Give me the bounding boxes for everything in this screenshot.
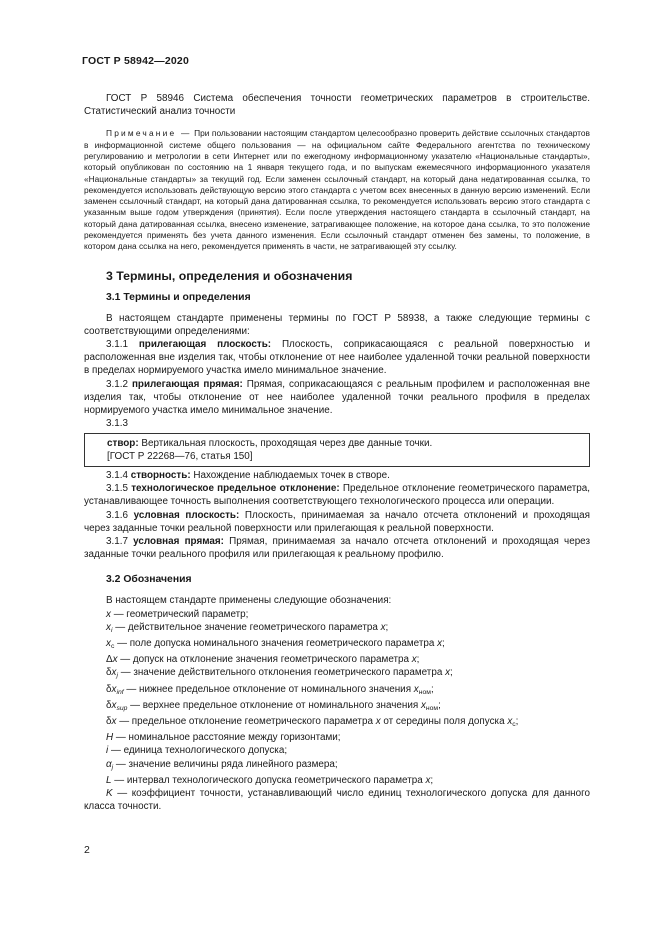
- reference-note: [84, 128, 590, 252]
- term-number: 3.1.7: [106, 535, 128, 547]
- term-definition: Плоскость, принимаемая за начало отсчета отклонений и проходящая через заданные точки реальной поверхности или прилегающая к реальной поверхности.: [84, 509, 590, 534]
- subsection-title-symbols: 3.2 Обозначения: [106, 574, 192, 586]
- term-3-1-6: [84, 509, 590, 535]
- symbol-xi: $x_i$ — действительное значение геометрического параметра x;: [106, 621, 389, 634]
- term-definition: Прямая, принимаемая за начало отсчета отклонений и проходящая через заданные точки реального профиля или прилегающая к реальному профилю.: [84, 535, 590, 561]
- term-number: 3.1.4: [106, 469, 128, 481]
- term-3-1-2: [84, 378, 590, 418]
- term-3-1-4: [84, 469, 590, 482]
- term-definition: Вертикальная плоскость, проходящая через две данные точки.: [141, 437, 433, 449]
- term-number: 3.1.6: [106, 509, 128, 521]
- term-name: условная прямая:: [133, 535, 224, 547]
- term-name: прилегающая прямая:: [131, 378, 243, 390]
- symbol-x: x — геометрический параметр;: [106, 608, 249, 620]
- term-number: 3.1.2: [106, 378, 128, 390]
- section-title: 3 Термины, определения и обозначения: [106, 268, 353, 283]
- symbol-dx: δx — предельное отклонение геометрического параметра x от середины поля допуска $x_с$;: [106, 715, 519, 728]
- term-number: 3.1.5: [106, 483, 128, 495]
- symbol-delta-x: Δx — допуск на отклонение значения геометрического параметра x;: [106, 654, 420, 666]
- symbol-alpha: $\alpha_j$ — значение величины ряда линейного размера;: [106, 758, 338, 771]
- symbols-intro: В настоящем стандарте применены следующие обозначения:: [106, 595, 392, 607]
- page-content: [84, 92, 590, 813]
- term-definition: Прямая, соприкасающаяся с реальным профилем и расположенная вне изделия так, чтобы отклонение от нее наиболее удаленной точки реального профиля в пределах нормируемого участка имело минимальное значение.: [84, 378, 590, 417]
- symbol-i: i — единица технологического допуска;: [106, 745, 288, 757]
- page-number: 2: [84, 844, 90, 856]
- symbol-xc: $x_c$ — поле допуска номинального значения геометрического параметра x;: [106, 637, 445, 650]
- symbol-dxinf: $\delta x_{inf}$ — нижнее предельное отклонение от номинального значения $x_{ном}$;: [106, 683, 434, 696]
- term-3-1-7: [84, 535, 590, 561]
- term-name: условная плоскость:: [133, 509, 240, 521]
- term-name: створ:: [107, 437, 139, 449]
- subsection-title-terms: 3.1 Термины и определения: [106, 291, 251, 303]
- symbol-L: L — интервал технологического допуска геометрического параметра x;: [106, 774, 434, 786]
- term-3-1-5: [84, 482, 590, 508]
- term-definition: Плоскость, соприкасающаяся с реальной поверхностью и расположенная вне изделия так, чтобы отклонение от нее наиболее удаленной точки реальной поверхности в пределах нормируемого участка имело минимальное значение.: [84, 339, 590, 377]
- term-name: створность:: [130, 469, 191, 481]
- term-source: [ГОСТ Р 22268—76, статья 150]: [107, 450, 253, 462]
- document-header: ГОСТ Р 58942—2020: [82, 55, 190, 67]
- symbol-K: K — коэффициент точности, устанавливающий число единиц технологического допуска для данного класса точности.: [84, 787, 590, 813]
- term-definition: Предельное отклонение геометрического параметра, устанавливающее точность выполнения соответствующего технологического процесса или операции.: [84, 483, 591, 508]
- term-3-1-1: [84, 338, 590, 378]
- note-text: При пользовании настоящим стандартом целесообразно проверить действие ссылочных стандартов в информационной системе общего пользования — на официальном сайте Федерального агентства по техническому регулированию и метрологии в сети Интернет или по ежегодному информационному указателю «Национальные стандарты», который опубликован по состоянию на 1 января текущего года, и по выпускам ежемесячного информационного указателя «Национальные стандарты» за текущий год. Если заменен ссылочный стандарт, на который дана недатированная ссылка, то рекомендуется использовать действующую версию этого стандарта с учетом всех внесенных в данную версию изменений. Если заменен ссылочный стандарт, на который дана датированная ссылка, то рекомендуется использовать версию этого стандарта с указанным выше годом утверждения (принятия). Если после утверждения настоящего стандарта в ссылочный стандарт, на который дана датированная ссылка, внесено изменение, затрагивающее положение, на которое дана ссылка, то это положение рекомендуется применять без учета данного изменения. Если ссылочный стандарт отменен без замены, то положение, в котором дана ссылка на него, рекомендуется применять в части, не затрагивающей эту ссылку.: [84, 128, 590, 252]
- term-name: технологическое предельное отклонение:: [131, 483, 340, 495]
- symbol-dxsup: $\delta x_{sup}$ — верхнее предельное отклонение от номинального значения $x_{ном}$;: [106, 699, 441, 712]
- term-number: 3.1.1: [106, 339, 128, 351]
- terms-intro: В настоящем стандарте применены термины по ГОСТ Р 58938, а также следующие термины с соответствующими определениями:: [84, 312, 590, 337]
- term-definition: Нахождение наблюдаемых точек в створе.: [193, 469, 390, 481]
- term-3-1-3: [91, 437, 583, 450]
- term-3-1-3-box: [84, 433, 590, 467]
- symbol-H: H — номинальное расстояние между горизонтами;: [106, 732, 341, 744]
- term-name: прилегающая плоскость:: [138, 339, 272, 351]
- symbol-dxj: $\delta x_j$ — значение действительного отклонения геометрического параметра x;: [106, 667, 453, 680]
- term-3-1-3-number: 3.1.3: [106, 418, 128, 430]
- note-label: Примечание —: [106, 128, 192, 139]
- normative-reference: ГОСТ Р 58946 Система обеспечения точности геометрических параметров в строительстве. Статистический анализ точности: [84, 93, 590, 118]
